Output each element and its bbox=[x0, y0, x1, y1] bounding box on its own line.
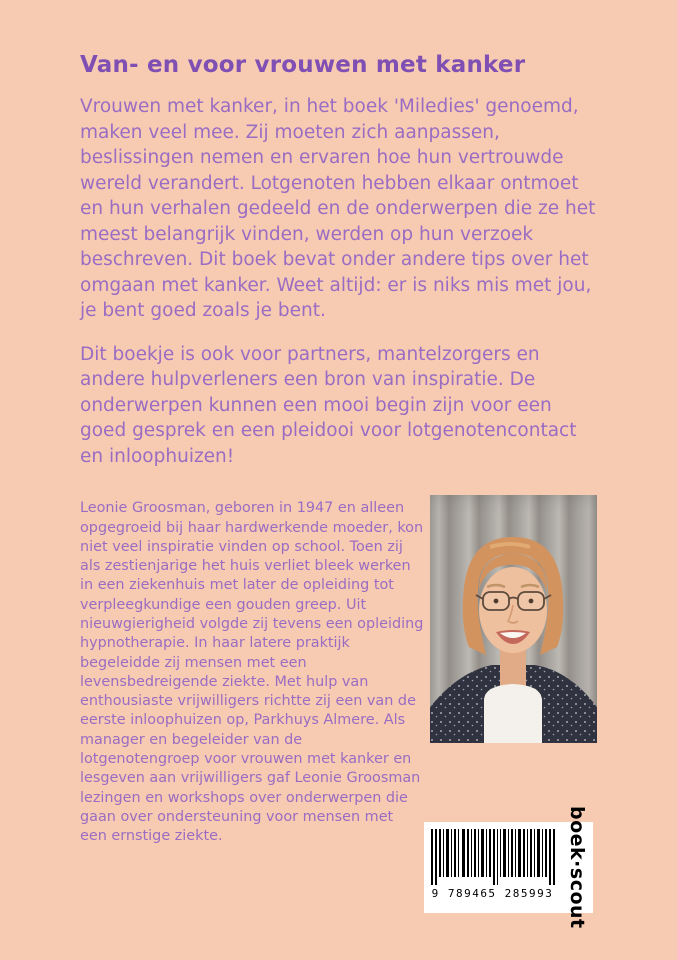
barcode bbox=[424, 806, 593, 929]
blurb-paragraph-1: Vrouwen met kanker, in het boek 'Miledies' genoemd, maken veel mee. Zij moeten zich aanpassen, beslissingen nemen en ervaren hoe hun vertrouwde wereld verandert. Lotgenoten hebben elkaar ontmoet en hun verhalen gedeeld en de onderwerpen die ze het meest belangrijk vinden, werden op hun verzoek beschreven. Dit boek bevat onder andere tips over het omgaan met kanker. Weet altijd: er is niks mis met jou, je bent goed zoals je bent. bbox=[80, 96, 596, 322]
blurb-paragraph-2: Dit boekje is ook voor partners, mantelzorgers en andere hulpverleners een bron van inspiratie. De onderwerpen kunnen een mooi begin zijn voor een goed gesprek en een pleidooi voor lotgenotencontact en inloophuizen! bbox=[80, 343, 577, 467]
barcode-digits: 9 789465 285993 bbox=[431, 887, 554, 900]
page-title: Van- en voor vrouwen met kanker bbox=[80, 52, 526, 78]
bio-section bbox=[80, 499, 597, 846]
publisher-logo bbox=[561, 806, 593, 929]
barcode-area bbox=[424, 822, 561, 913]
author-portrait-illustration bbox=[430, 495, 597, 743]
author-bio: Leonie Groosman, geboren in 1947 en alleen opgegroeid bij haar hardwerkende moeder, kon niet veel inspiratie vinden op school. Toen zij als zestienjarige het huis verliet bleek werken in een ziekenhuis met later de opleiding tot verpleegkundige een gouden greep. Uit nieuwgierigheid volgde zij tevens een opleiding hypnotherapie. In haar latere praktijk begeleidde zij mensen met een levensbedreigende ziekte. Met hulp van enthousiaste vrijwilligers richtte zij een van de eerste inloophuizen op, Parkhuys Almere. Als manager en begeleider van de lotgenotengroep voor vrouwen met kanker en lesgeven aan vrijwilligers gaf Leonie Groosman lezingen en workshops over onderwerpen die gaan over ondersteuning voor mensen met een ernstige ziekte. bbox=[80, 500, 424, 845]
author-photo bbox=[430, 495, 597, 743]
publisher-logo-text: boek·scout bbox=[566, 806, 588, 929]
turtleneck-shape bbox=[484, 684, 542, 743]
barcode-bars-icon bbox=[431, 829, 555, 885]
